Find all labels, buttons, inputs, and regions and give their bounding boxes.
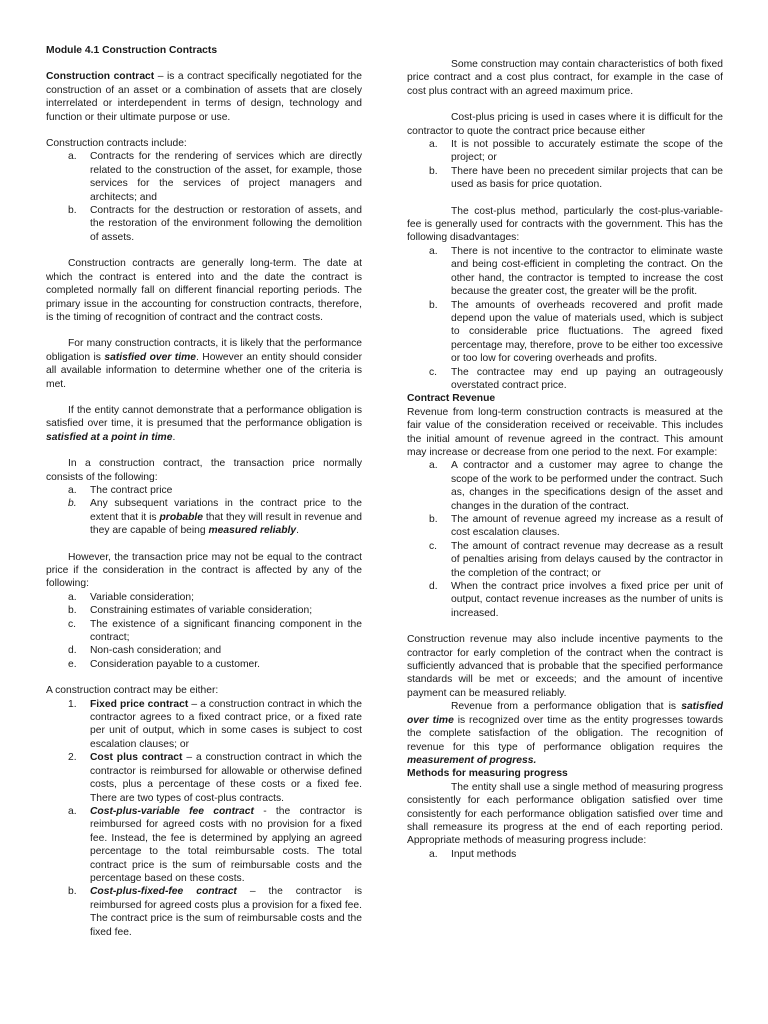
transaction-price-list [46, 484, 362, 538]
disadvantages-list [407, 245, 723, 392]
include-intro: Construction contracts include: [46, 138, 187, 150]
right-column [407, 58, 723, 861]
list-item: d. When the contract price involves a fixed price per unit of output, contact revenue increases as the number of units is increased. [429, 581, 723, 619]
paragraph-incentive: Construction revenue may also include incentive payments to the contractor for early completion of the contract when the contract is sufficiently advanced that is probable that the specified performance standards will be met or exceeds; and the amount of incentive payment can be measured reliably. [407, 634, 723, 699]
list-item: b. Contracts for the destruction or restoration of assets, and the restoration of the environment following the demolition of assets. [68, 205, 362, 243]
list-item: a. Contracts for the rendering of services which are directly related to the construction of the asset, for example, those services for the services of project managers and architects; and [68, 151, 362, 203]
paragraph-however: However, the transaction price may not be equal to the contract price if the consideration in the contract is affected by any of the following: [46, 551, 362, 590]
paragraph-cost-plus-method: The cost-plus method, particularly the cost-plus-variable-fee is generally used for contracts with the government. This has the following disadvantages: [407, 205, 723, 244]
paragraph-methods: The entity shall use a single method of measuring progress consistently for each performance obligation satisfied over time consistently for each performance obligation satisfied over time and shall remeasure its progress at the end of each reporting period. Appropriate methods of measuring progress include: [407, 781, 723, 847]
list-item: b. Any subsequent variations in the contract price to the extent that it is probable that they will result in revenue and they are capable of being measured reliably. [68, 498, 362, 537]
paragraph-long-term: Construction contracts are generally long-term. The date at which the contract is entered into and the date the contract is completed normally fall on different financial reporting periods. The primary issue in the accounting for construction contracts, therefore, is the timing of recognition of contract and the contract costs. [46, 258, 362, 323]
construction-contract-definition [46, 70, 362, 124]
list-item: c. The contractee may end up paying an outrageously overstated contract price. [429, 366, 723, 391]
consideration-list [46, 591, 362, 671]
paragraph-some-construction: Some construction may contain characteristics of both fixed price contract and a cost plus contract, for example in the case of cost plus contract with an agreed maximum price. [407, 59, 723, 97]
methods-list [407, 848, 723, 861]
list-item: a. Variable consideration; [68, 591, 194, 603]
paragraph-revenue: Revenue from long-term construction contracts is measured at the fair value of the consideration received or receivable. This includes the initial amount of revenue agreed in the contract. This amount may increase or decrease from one period to the next. For example: [407, 406, 723, 458]
list-item: b. Constraining estimates of variable consideration; [68, 605, 313, 617]
definition-text: – is a contract specifically negotiated for the construction of an asset or a combination of assets that are closely interrelated or interdependent in terms of design, technology and function or their ultimate purpose or use. [46, 71, 362, 123]
list-item: c. The amount of contract revenue may decrease as a result of penalties arising from delays caused by the contractor in the completion of the contract; or [429, 540, 723, 579]
paragraph-either: A construction contract may be either: [46, 685, 219, 697]
list-item: a. Cost-plus-variable fee contract - the contractor is reimbursed for agreed costs with no provision for a fixed fee. Instead, the fee is determined by applying an agreed percentage to the total reimbursable costs. The total contract price is the sum of reimbursable costs and the percentage based on these costs. [68, 805, 362, 884]
list-item: c. The existence of a significant financing component in the contract; [68, 618, 362, 644]
paragraph-performance-obligation: Revenue from a performance obligation that is satisfied over time is recognized over time as the entity progresses towards the complete satisfaction of the obligation. The recognition of revenue for this type of performance obligation requires the measurement of progress. [407, 701, 723, 766]
module-title: Module 4.1 Construction Contracts [46, 45, 218, 56]
list-item: 2. Cost plus contract – a construction contract in which the contractor is reimbursed for allowable or otherwise defined costs, plus a percentage of these costs or a fixed fee. There are two types of cost-plus contracts. [68, 752, 362, 804]
cost-plus-reasons-list [407, 138, 723, 192]
list-item: a. Input methods [429, 848, 517, 860]
paragraph-cost-plus-pricing: Cost-plus pricing is used in cases where it is difficult for the contractor to quote the contract price because either [407, 112, 723, 137]
list-item: a. The contract price [68, 484, 173, 496]
paragraph-many-contracts: For many construction contracts, it is likely that the performance obligation is satisfied over time. However an entity should consider all available information to determine whether one of the criteria is met. [46, 338, 362, 390]
list-item: d. Non-cash consideration; and [68, 645, 222, 657]
list-item: b. The amounts of overheads recovered and profit made depend upon the value of materials used, which is subject to considerable price fluctuations. The agreed fixed percentage may, therefore, prove to be either too excessive or too low for covering overheads and profits. [429, 299, 723, 365]
list-item: b. There have been no precedent similar projects that can be used as basis for price quotation. [429, 165, 723, 191]
list-item: b. Cost-plus-fixed-fee contract – the contractor is reimbursed for agreed costs plus a provision for a fixed fee. The contract price is the sum of reimbursable costs and the fixed fee. [68, 886, 362, 938]
list-item: 1. Fixed price contract – a construction contract in which the contractor agrees to a fixed contract price, or a fixed rate per unit of output, which in some cases is subject to cost escalation clauses; or [68, 698, 362, 750]
include-list [46, 150, 362, 244]
paragraph-point-in-time: If the entity cannot demonstrate that a performance obligation is satisfied over time, it is presumed that the performance obligation is satisfied at a point in time. [46, 404, 362, 443]
list-item: b. The amount of revenue agreed my increase as a result of cost escalation clauses. [429, 514, 723, 539]
list-item: a. A contractor and a customer may agree to change the scope of the work to be performed under the contract. Such as, changes in the specifications design of the asset and changes in the duration of the contract. [429, 460, 723, 512]
revenue-examples-list [407, 459, 723, 620]
contract-revenue-heading: Contract Revenue [407, 393, 496, 405]
left-column [46, 44, 362, 939]
definition-term: Construction contract [46, 71, 155, 83]
contract-types-list [46, 698, 362, 805]
list-item: a. It is not possible to accurately estimate the scope of the project; or [429, 139, 723, 164]
paragraph-transaction-price: In a construction contract, the transaction price normally consists of the following: [46, 458, 362, 483]
list-item: a. There is not incentive to the contractor to eliminate waste and being cost-efficient in completing the contract. On the other hand, the contractor is tempted to increase the cost because the greater cost, the greater will be the profit. [429, 245, 723, 298]
cost-plus-types-list [46, 805, 362, 939]
list-item: e. Consideration payable to a customer. [68, 658, 260, 670]
methods-heading: Methods for measuring progress [407, 768, 568, 780]
